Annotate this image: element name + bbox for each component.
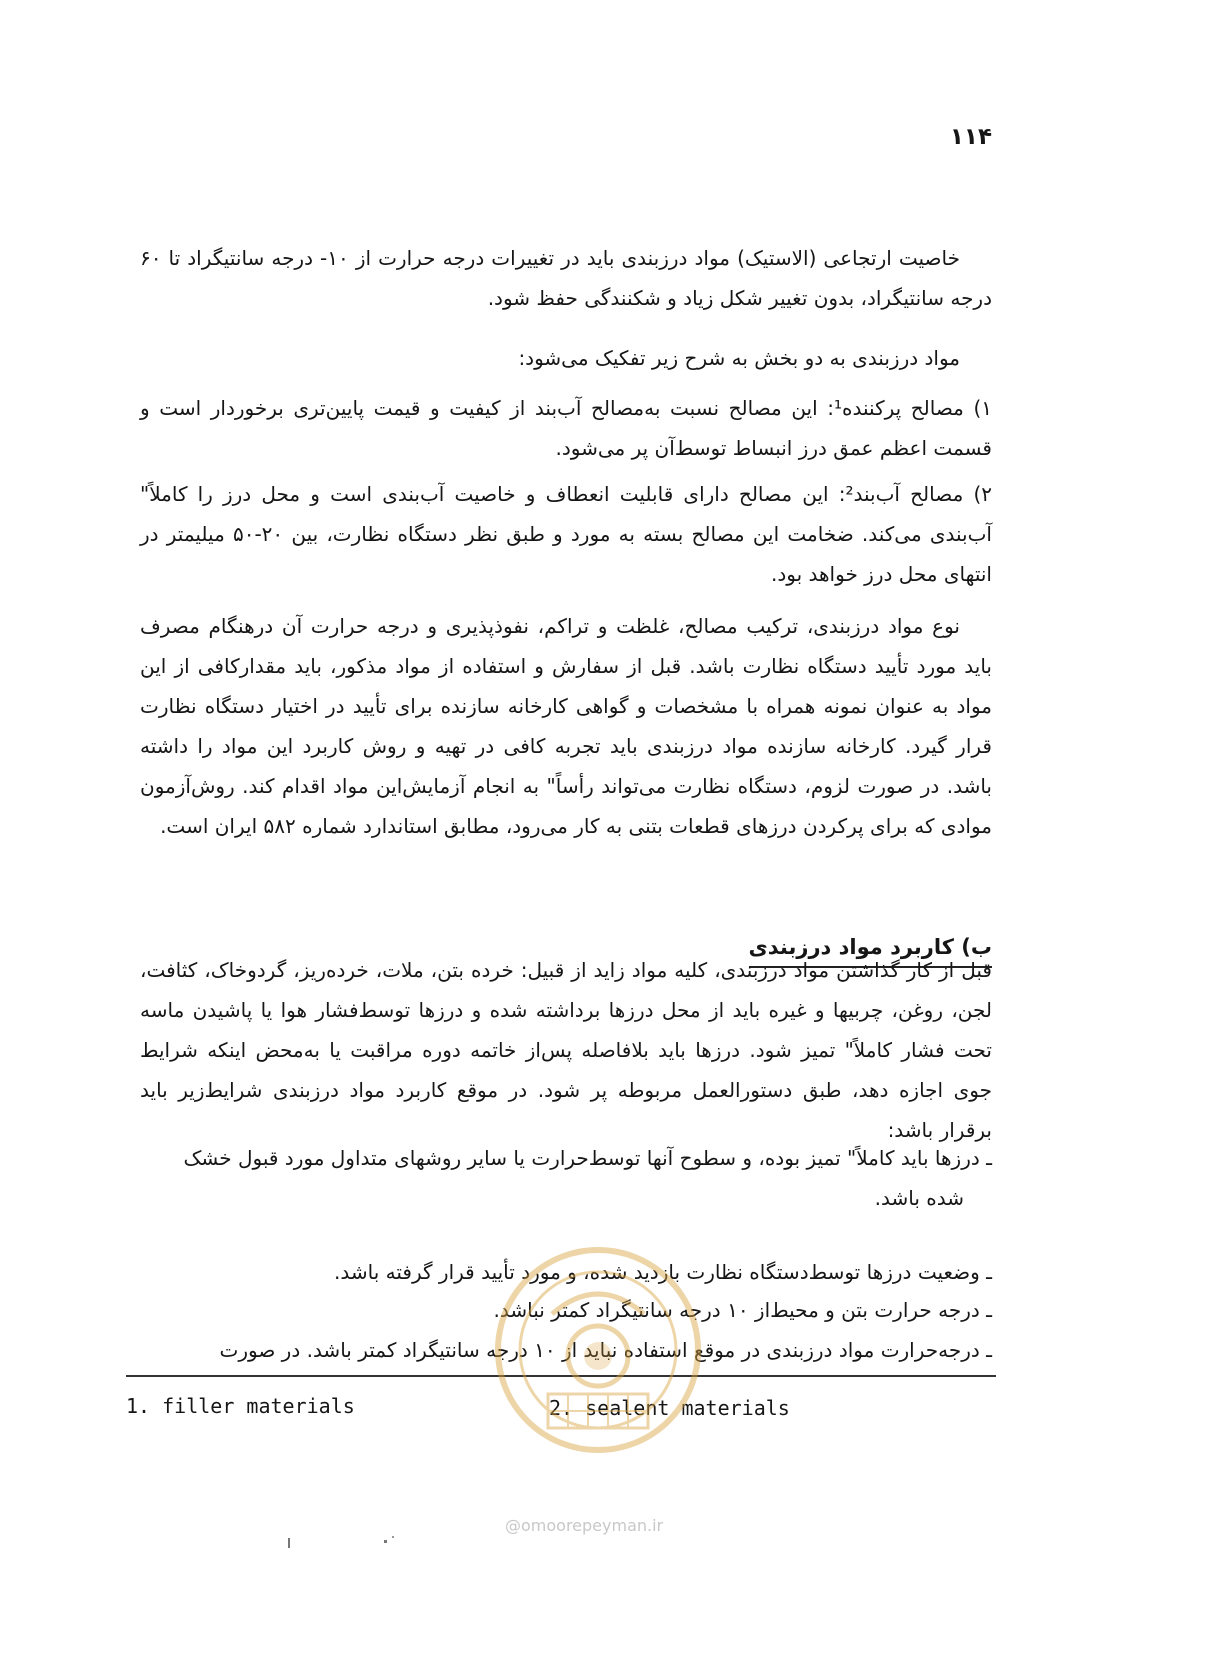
item-sealant-text: ۲) مصالح آب‌بند²: این مصالح دارای قابلیت انعطاف و خاصیت آب‌بندی است و محل درز را کاملاً" آب‌بندی می‌کند. ضخامت این مصالح بسته به مورد و طبق نظر دستگاه نظارت، بین ۲۰-۵۰ میلیمتر در انتهای محل درز خواهد بود. xyxy=(140,482,993,586)
scan-specks xyxy=(280,1534,420,1554)
item-filler-text: ۱) مصالح پرکننده¹: این مصالح نسبت به‌مصالح آب‌بند از کیفیت و قیمت پایین‌تری برخوردار است و قسمت اعظم عمق درز انبساط توسط‌آن پر می‌شود. xyxy=(140,396,993,460)
bullet-clean-joints xyxy=(140,1138,992,1218)
footnote-1: 1. filler materials xyxy=(126,1394,355,1418)
section-heading-application: ب) کاربرد مواد درزبندی xyxy=(749,932,992,968)
bullet-3-text: ـ درجه حرارت بتن و محیط‌از ۱۰ درجه سانتیگراد کمتر نباشد. xyxy=(493,1298,992,1322)
item-sealant xyxy=(140,474,992,594)
paragraph-division-text: مواد درزبندی به دو بخش به شرح زیر تفکیک می‌شود: xyxy=(518,346,960,370)
paragraph-application xyxy=(140,950,992,1150)
paragraph-type-text: نوع مواد درزبندی، ترکیب مصالح، غلظت و تراکم، نفوذپذیری و درجه حرارت آن درهنگام مصرف باید مورد تأیید دستگاه نظارت باشد. قبل از سفارش و استفاده از مواد مذکور، باید مقدارکافی از این مواد به عنوان نمونه همراه با مشخصات و گواهی کارخانه سازنده برای تأیید در اختیار دستگاه نظارت قرار گیرد. کارخانه سازنده مواد درزبندی باید تجربه کافی در تهیه و روش کاربرد این مواد را داشته باشد. در صورت لزوم، دستگاه نظارت می‌تواند رأساً" به انجام آزمایش‌این مواد اقدام کند. روش‌آزمون موادی که برای پرکردن درزهای قطعات بتنی به کار می‌رود، مطابق استاندارد شماره ۵۸۲ ایران است. xyxy=(140,614,992,838)
footnote-2: 2. sealent materials xyxy=(549,1396,790,1420)
bullet-1-text: ـ درزها باید کاملاً" تمیز بوده، و سطوح آنها توسط‌حرارت یا سایر روشهای متداول مورد قبول خشک xyxy=(183,1146,992,1170)
paragraph-application-text: قبل از کار گذاشتن مواد درزبندی، کلیه مواد زاید از قبیل: خرده بتن، ملات، خرده‌ریز، گردوخاک، کثافت، لجن، روغن، چربیها و غیره باید از محل درزها برداشته شده و درزها توسط‌فشار هوا یا پاشیدن ماسه تحت فشار کاملاً" تمیز شود. درزها باید بلافاصله پس‌از خاتمه دوره مراقبت یا به‌محض اینکه شرایط جوی اجازه دهد، طبق دستورالعمل مربوطه پر شود. در موقع کاربرد مواد درزبندی شرایط‌زیر باید برقرار باشد: xyxy=(140,958,992,1142)
paragraph-type xyxy=(140,606,992,846)
watermark-seal-icon xyxy=(492,1244,704,1456)
bullet-1-continuation: شده باشد. xyxy=(874,1186,964,1210)
watermark-url: @omoorepeyman.ir xyxy=(505,1516,664,1535)
paragraph-elasticity-text: خاصیت ارتجاعی (الاستیک) مواد درزبندی باید در تغییرات درجه حرارت از ۱۰- درجه سانتیگراد تا ۶۰ درجه سانتیگراد، بدون تغییر شکل زیاد و شکنندگی حفظ شود. xyxy=(140,246,992,310)
bullet-4-text: ـ درجه‌حرارت مواد درزبندی در موقع استفاده نباید از ۱۰ درجه سانتیگراد کمتر باشد. در صورت xyxy=(219,1338,992,1362)
bullet-2-text: ـ وضعیت درزها توسط‌دستگاه نظارت بازدید شده، و مورد تأیید قرار گرفته باشد. xyxy=(334,1260,992,1284)
item-filler xyxy=(140,388,992,468)
paragraph-division xyxy=(140,338,992,378)
paragraph-elasticity xyxy=(140,238,992,318)
page-number: ۱۱۴ xyxy=(949,124,992,150)
